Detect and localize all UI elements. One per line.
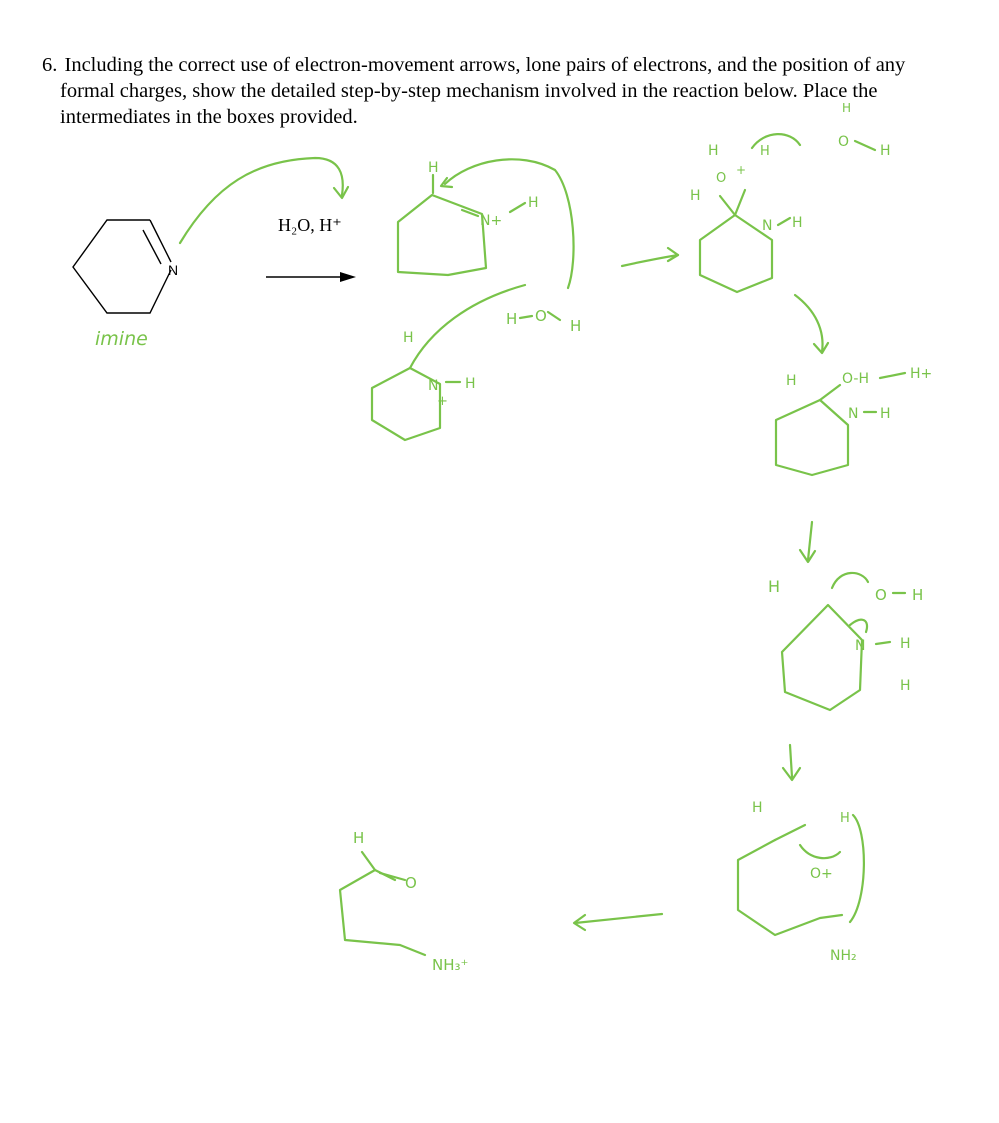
product-h: H: [353, 829, 365, 847]
step4-h: H: [768, 577, 781, 596]
step2-n-h: H: [792, 215, 803, 231]
protonated-amine-intermediate: [768, 573, 923, 710]
resonance-structure: [372, 285, 525, 440]
water-o: O: [535, 307, 547, 325]
arrow-proton-transfer: [850, 815, 864, 922]
water-h-right: H: [570, 317, 582, 335]
water-h-left: H: [506, 310, 518, 328]
resonance-h: H: [403, 330, 414, 346]
arrow-water-attack: [445, 159, 574, 288]
product-nh3: NH₃⁺: [432, 956, 469, 974]
reagents-label: H₂O, H⁺: [278, 215, 342, 235]
product-aminoaldehyde: [340, 829, 468, 974]
arrow-head-1: [334, 187, 348, 198]
step2-water-h2: H: [880, 143, 891, 159]
arrow-to-product: [575, 914, 662, 923]
step2-water-h: H: [842, 101, 852, 115]
step3-h: H: [786, 373, 797, 389]
step4-n-h1: H: [900, 636, 911, 652]
question-line-2: formal charges, show the detailed step-by-step mechanism involved in the reaction below. Place the: [60, 80, 878, 102]
step4-n-h2: H: [900, 678, 911, 694]
step5-o-plus: O+: [810, 866, 833, 882]
step2-plus: +: [736, 163, 747, 177]
iminium-n-plus: N+: [480, 213, 503, 229]
step3-h-plus: H+: [910, 366, 933, 382]
step2-water-o: O: [838, 134, 850, 150]
step2-n: N: [762, 218, 773, 234]
imine-double-bond-outer: [150, 220, 171, 262]
step2-h-top: H: [760, 144, 770, 159]
step5-h2: H: [840, 811, 850, 826]
reactant-imine-structure: [73, 220, 178, 313]
oxonium-intermediate: [690, 101, 891, 292]
imine-label: imine: [95, 328, 148, 350]
step4-n: N: [855, 638, 866, 654]
step3-n-h: H: [880, 406, 891, 422]
ring-opened-intermediate: [738, 800, 864, 964]
resonance-n-h: H: [465, 376, 476, 392]
step5-h: H: [752, 800, 763, 816]
arrow-to-step3: [795, 295, 823, 352]
reaction-arrow: [266, 272, 356, 282]
question-number: 6.: [42, 54, 58, 76]
product-o: O: [405, 874, 417, 892]
resonance-plus: +: [437, 394, 448, 409]
hemiaminal-intermediate: [776, 366, 932, 475]
question-line-1: Including the correct use of electron-movement arrows, lone pairs of electrons, and the position of any: [64, 54, 906, 76]
water-nucleophile: [506, 307, 581, 335]
question-line-3: intermediates in the boxes provided.: [60, 106, 358, 128]
step3-n: N: [848, 406, 859, 422]
step5-nh2: NH₂: [830, 948, 857, 964]
iminium-top-h: H: [428, 160, 439, 176]
arrow-to-step4: [808, 522, 812, 560]
step2-h1: H: [690, 188, 701, 204]
arrow-elimination: [832, 573, 868, 588]
step4-oh: H: [912, 586, 924, 604]
step3-oh: O-H: [842, 371, 869, 387]
step2-o: O: [716, 171, 727, 186]
resonance-n: N: [428, 378, 439, 394]
reactant-nitrogen: N: [168, 262, 179, 278]
iminium-n-h: H: [528, 195, 539, 211]
iminium-intermediate: [398, 159, 574, 288]
step2-h2: H: [708, 143, 719, 159]
step4-o: O: [875, 586, 887, 604]
arrow-to-step5: [790, 745, 792, 777]
